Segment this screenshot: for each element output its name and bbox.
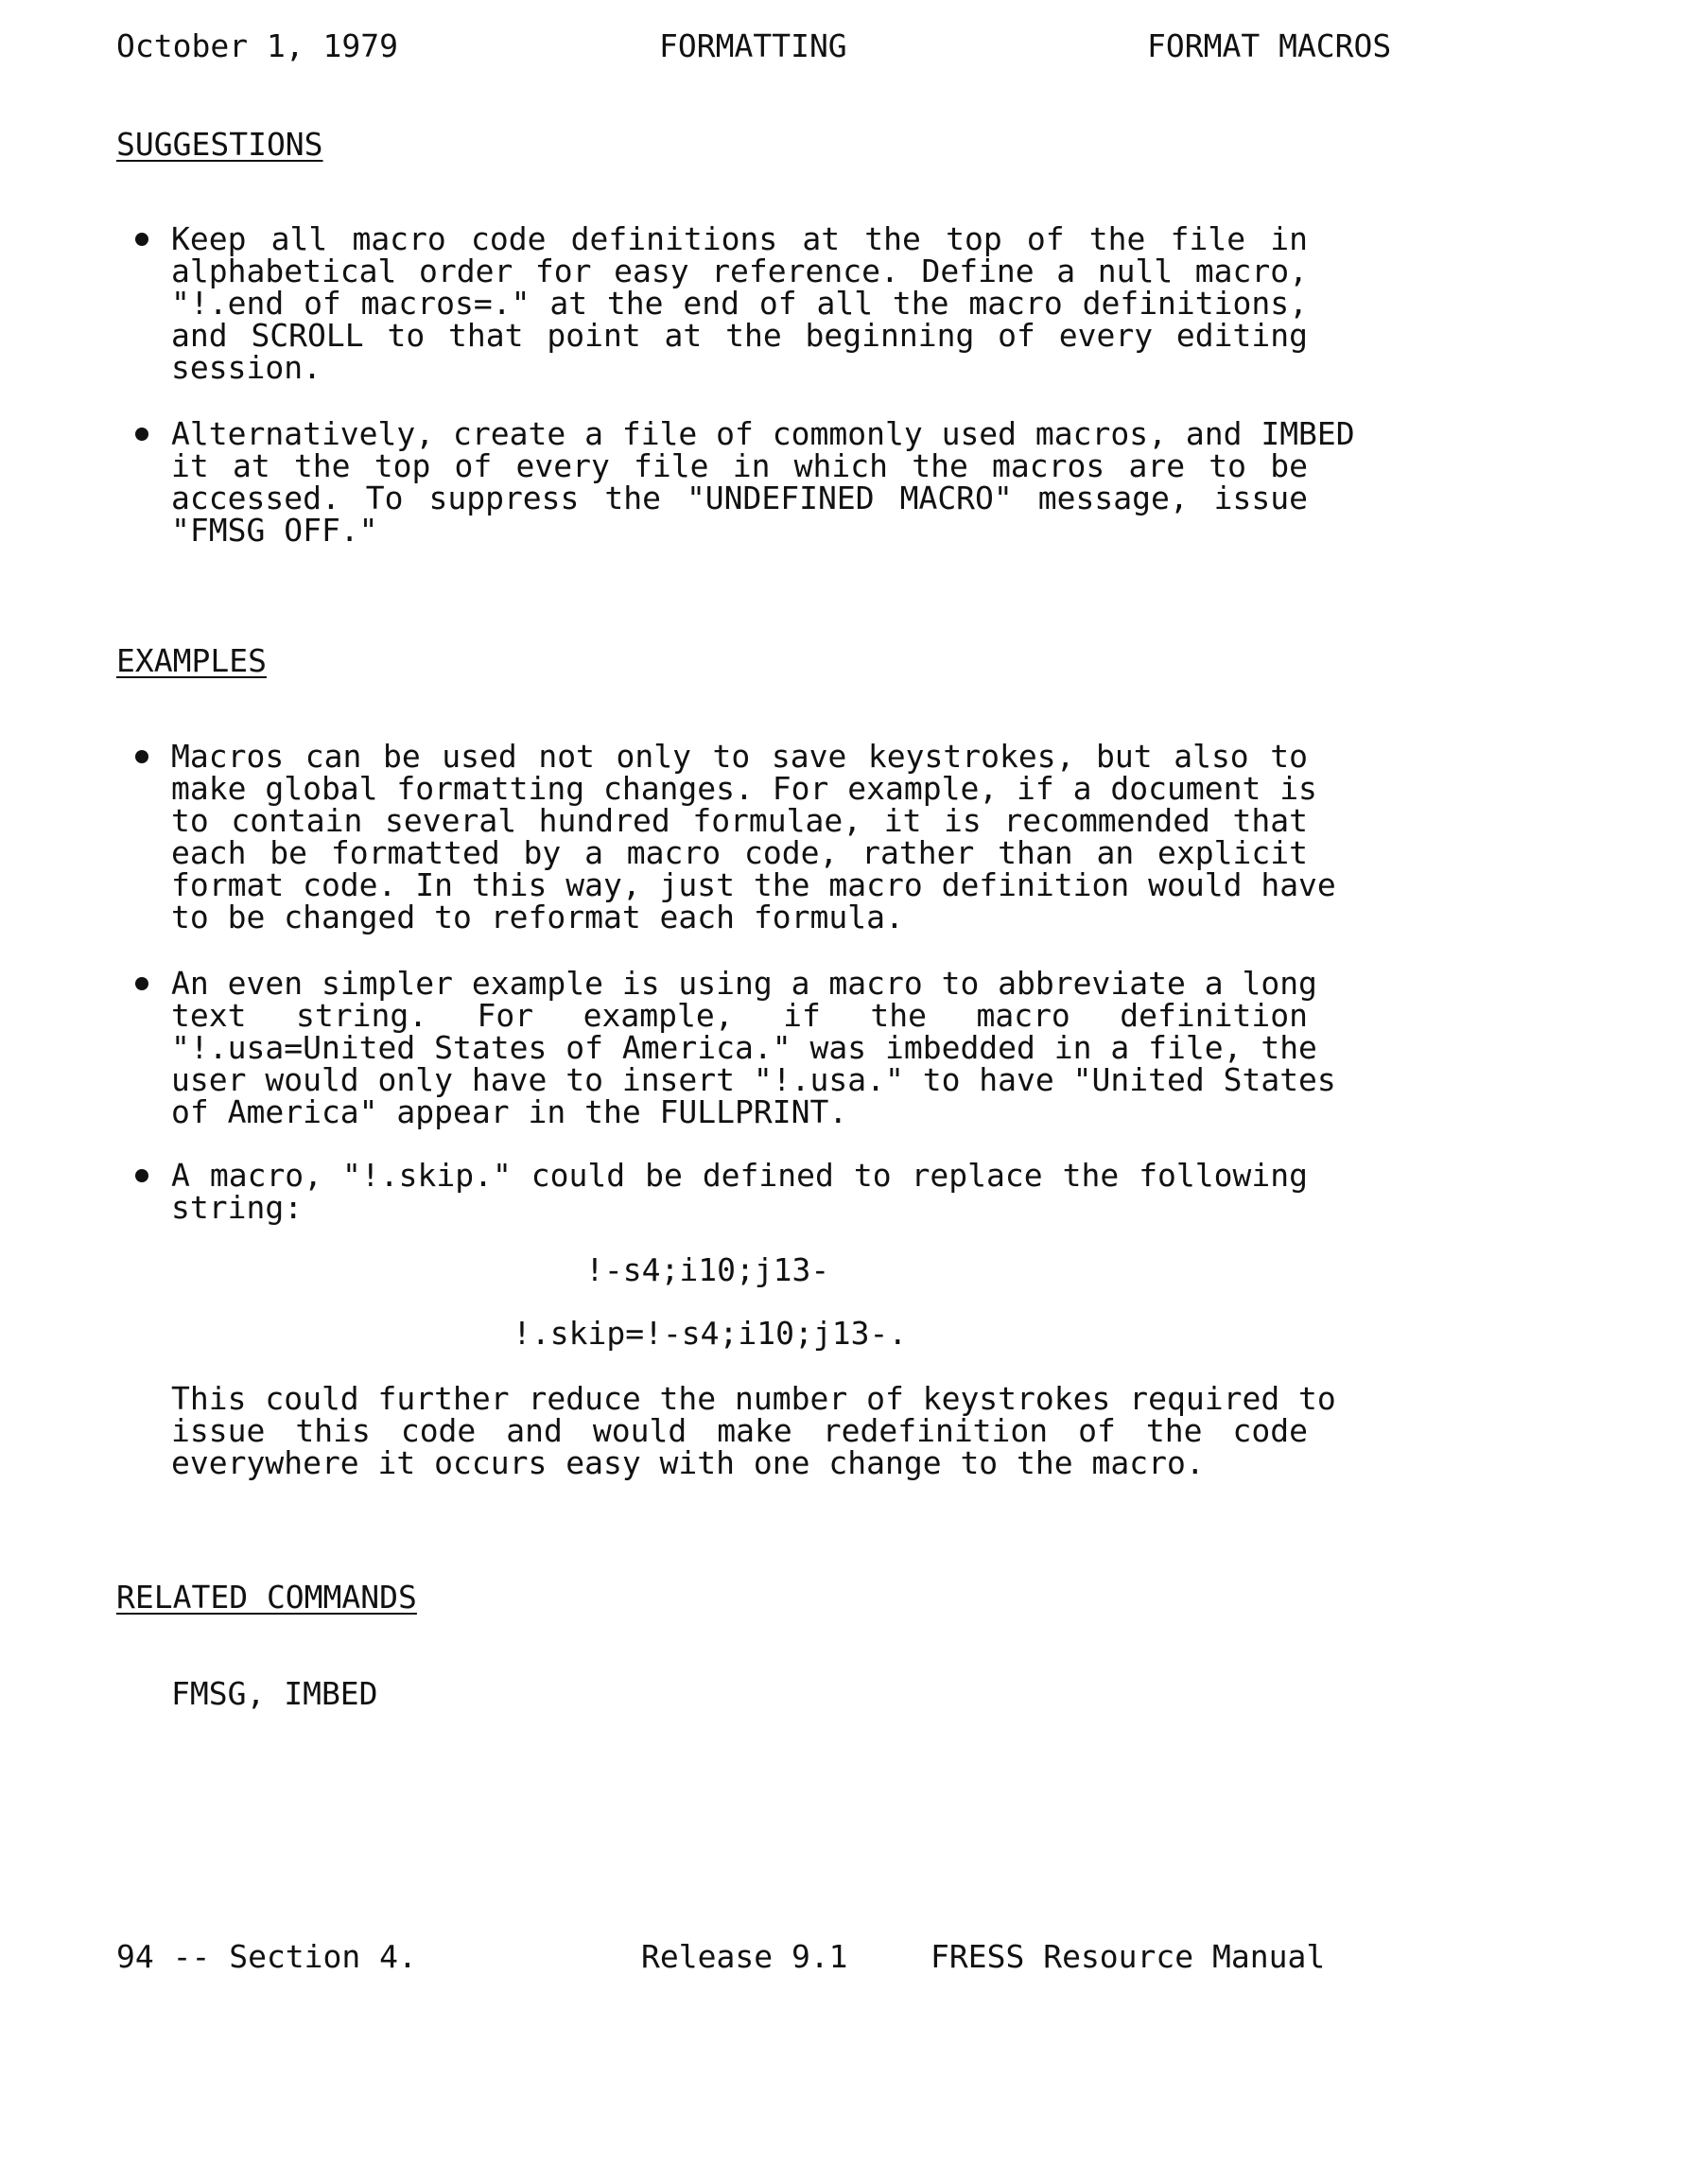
- text-line: make global formatting changes. For example, if a document is: [171, 770, 1317, 807]
- bullet-icon: [135, 977, 148, 990]
- text-line: and SCROLL to that point at the beginning of every editing: [171, 317, 1308, 354]
- bullet-icon: [135, 750, 148, 763]
- bullet-icon: [135, 1169, 148, 1182]
- footer-page: 94 -- Section 4.: [116, 1938, 417, 1975]
- text-line: Alternatively, create a file of commonly used macros, and IMBED: [171, 415, 1355, 452]
- text-line: Keep all macro code definitions at the top of the file in: [171, 220, 1308, 257]
- text-line: text string. For example, if the macro definition: [171, 997, 1308, 1034]
- header-topic: FORMAT MACROS: [1147, 27, 1392, 64]
- header-chapter: FORMATTING: [659, 27, 847, 64]
- code-sample: !.skip=!-s4;i10;j13-.: [513, 1315, 908, 1352]
- code-sample: !-s4;i10;j13-: [585, 1251, 830, 1288]
- text-line: of America" appear in the FULLPRINT.: [171, 1093, 848, 1130]
- section-heading-examples: EXAMPLES: [116, 642, 267, 679]
- text-line: "FMSG OFF.": [171, 512, 378, 549]
- text-line: string:: [171, 1189, 304, 1226]
- footer-manual: FRESS Resource Manual: [930, 1938, 1326, 1975]
- bullet-icon: [135, 428, 148, 441]
- text-line: format code. In this way, just the macro definition would have: [171, 866, 1336, 903]
- text-line: "!.end of macros=." at the end of all the macro definitions,: [171, 285, 1308, 322]
- related-commands-list: FMSG, IMBED: [171, 1675, 378, 1712]
- text-line: user would only have to insert "!.usa." to have "United States: [171, 1061, 1336, 1098]
- section-heading-related-commands: RELATED COMMANDS: [116, 1579, 417, 1616]
- footer-release: Release 9.1: [641, 1938, 848, 1975]
- text-line: it at the top of every file in which the macros are to be: [171, 447, 1308, 484]
- text-line: alphabetical order for easy reference. Define a null macro,: [171, 253, 1308, 289]
- text-line: This could further reduce the number of keystrokes required to: [171, 1380, 1336, 1417]
- text-line: session.: [171, 349, 322, 386]
- bullet-icon: [135, 233, 148, 246]
- text-line: A macro, "!.skip." could be defined to replace the following: [171, 1157, 1308, 1194]
- text-line: "!.usa=United States of America." was imbedded in a file, the: [171, 1029, 1317, 1066]
- text-line: to contain several hundred formulae, it is recommended that: [171, 802, 1308, 839]
- section-heading-suggestions: SUGGESTIONS: [116, 126, 323, 163]
- header-date: October 1, 1979: [116, 27, 399, 64]
- text-line: issue this code and would make redefinition of the code: [171, 1412, 1308, 1449]
- text-line: to be changed to reformat each formula.: [171, 899, 904, 935]
- text-line: An even simpler example is using a macro to abbreviate a long: [171, 965, 1317, 1002]
- text-line: accessed. To suppress the "UNDEFINED MACRO" message, issue: [171, 480, 1308, 516]
- text-line: everywhere it occurs easy with one change to the macro.: [171, 1444, 1205, 1481]
- text-line: each be formatted by a macro code, rather than an explicit: [171, 834, 1308, 871]
- text-line: Macros can be used not only to save keystrokes, but also to: [171, 738, 1308, 775]
